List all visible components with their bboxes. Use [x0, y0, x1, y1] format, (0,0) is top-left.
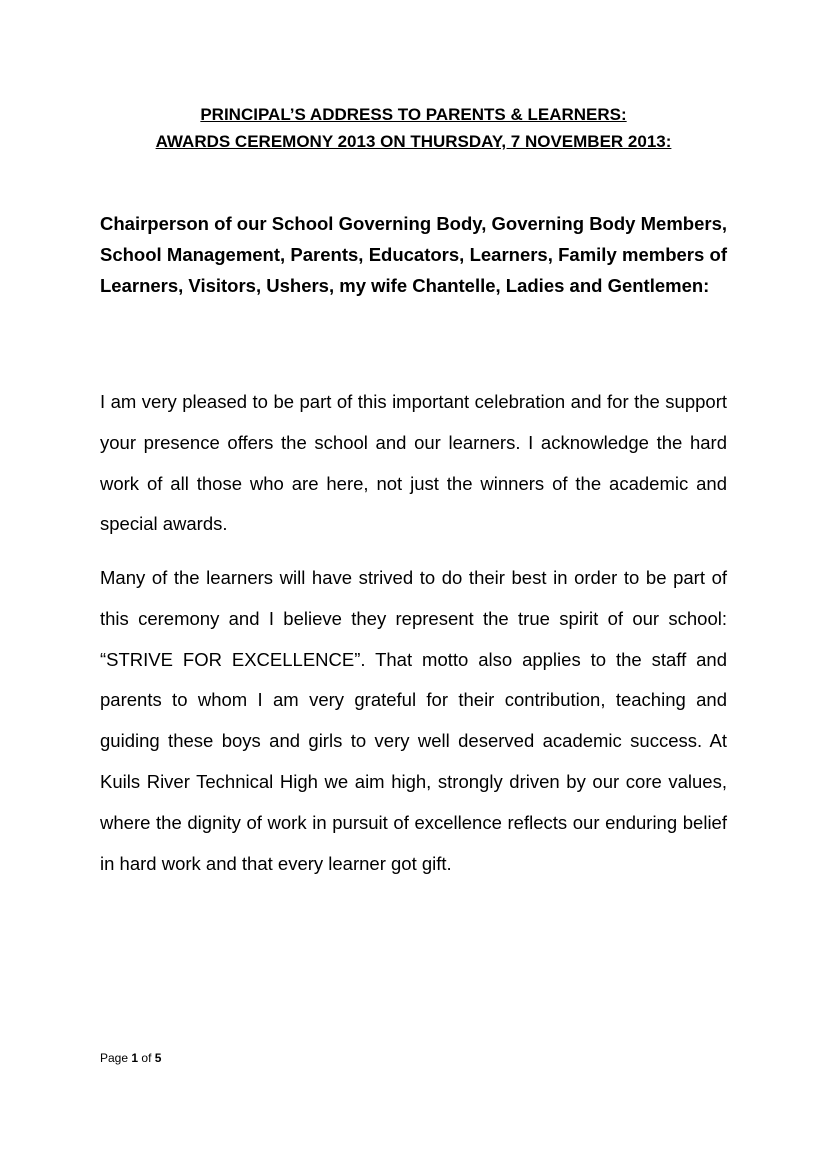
- title-line-1: PRINCIPAL’S ADDRESS TO PARENTS & LEARNERS:: [200, 105, 627, 124]
- paragraph-2: Many of the learners will have strived to do their best in order to be part of this ceremony and I believe they represent the true spirit of our school: “STRIVE FOR EXCELLENCE”. That motto also applies to the staff and parents to whom I am very grateful for their contribution, teaching and guiding these boys and girls to very well deserved academic success. At Kuils River Technical High we aim high, strongly driven by our core values, where the dignity of work in pursuit of excellence reflects our enduring belief in hard work and that every learner got gift.: [100, 567, 727, 874]
- document-title: [100, 101, 727, 155]
- title-line-2: AWARDS CEREMONY 2013 ON THURSDAY, 7 NOVEMBER 2013:: [155, 132, 672, 151]
- salutation: Chairperson of our School Governing Body, Governing Body Members, School Management, Parents, Educators, Learners, Family members of Learners, Visitors, Ushers, my wife Chantelle, Ladies and Gentlemen:: [100, 213, 727, 296]
- page-number-footer: [100, 1050, 161, 1066]
- page-word: Page: [100, 1051, 129, 1065]
- paragraph-1: I am very pleased to be part of this important celebration and for the support your presence offers the school and our learners. I acknowledge the hard work of all those who are here, not just the winners of the academic and special awards.: [100, 391, 727, 535]
- total-pages-number: 5: [154, 1051, 162, 1065]
- of-word: of: [141, 1051, 152, 1065]
- current-page-number: 1: [131, 1051, 139, 1065]
